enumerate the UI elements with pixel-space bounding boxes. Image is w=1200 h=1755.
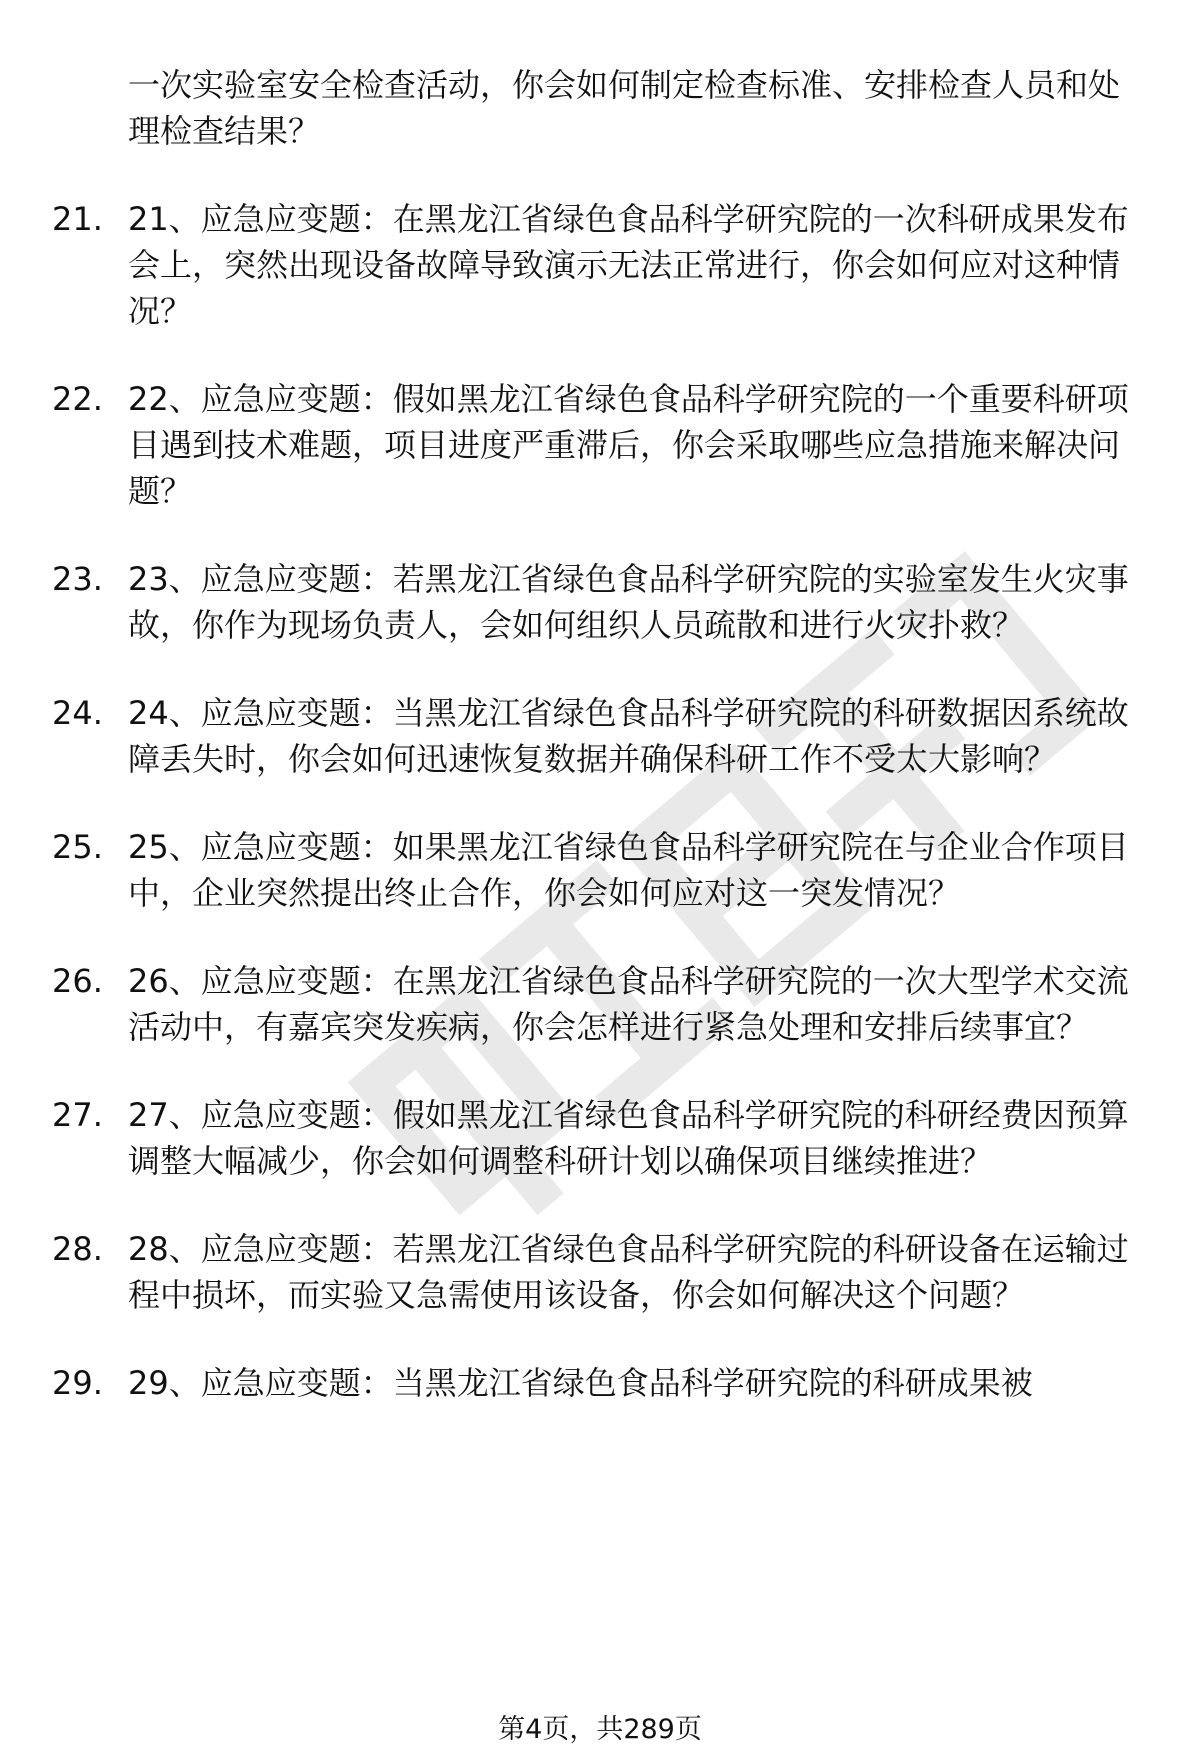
list-item-text: 21、应急应变题：在黑龙江省绿色食品科学研究院的一次科研成果发布会上，突然出现设备故障导致演示无法正常进行，你会如何应对这种情况？ (128, 200, 1129, 330)
list-item (0, 824, 1200, 916)
list-item-number: 29. (52, 1364, 103, 1402)
list-item-text: 22、应急应变题：假如黑龙江省绿色食品科学研究院的一个重要科研项目遇到技术难题，项目进度严重滞后，你会采取哪些应急措施来解决问题？ (128, 380, 1129, 510)
list-item-number: 25. (52, 828, 103, 866)
list-item-text: 23、应急应变题：若黑龙江省绿色食品科学研究院的实验室发生火灾事故，你作为现场负责人，会如何组织人员疏散和进行火灾扑救？ (128, 560, 1129, 644)
list-item (0, 196, 1200, 334)
list-item (0, 690, 1200, 782)
list-item (0, 958, 1200, 1050)
list-item-number: 26. (52, 962, 103, 1000)
list-item-text: 25、应急应变题：如果黑龙江省绿色食品科学研究院在与企业合作项目中，企业突然提出终止合作，你会如何应对这一突发情况？ (128, 828, 1129, 912)
list-item-text: 24、应急应变题：当黑龙江省绿色食品科学研究院的科研数据因系统故障丢失时，你会如何迅速恢复数据并确保科研工作不受太大影响？ (128, 694, 1129, 778)
list-item-number: 24. (52, 694, 103, 732)
page-footer: 第4页，共289页 (498, 1714, 702, 1745)
list-item-text: 26、应急应变题：在黑龙江省绿色食品科学研究院的一次大型学术交流活动中，有嘉宾突发疾病，你会怎样进行紧急处理和安排后续事宜？ (128, 962, 1129, 1046)
list-item (0, 556, 1200, 648)
document-body (0, 62, 1200, 1448)
list-item (0, 376, 1200, 514)
continuation-paragraph: 一次实验室安全检查活动，你会如何制定检查标准、安排检查人员和处理检查结果？ (128, 66, 1121, 150)
list-item-number: 28. (52, 1230, 103, 1268)
list-item (0, 1226, 1200, 1318)
list-item-number: 21. (52, 200, 103, 238)
list-item (0, 1092, 1200, 1184)
list-item-number: 23. (52, 560, 103, 598)
list-item (0, 1360, 1200, 1406)
list-item-text: 28、应急应变题：若黑龙江省绿色食品科学研究院的科研设备在运输过程中损坏，而实验又急需使用该设备，你会如何解决这个问题？ (128, 1230, 1129, 1314)
list-item-text: 27、应急应变题：假如黑龙江省绿色食品科学研究院的科研经费因预算调整大幅减少，你会如何调整科研计划以确保项目继续推进？ (128, 1096, 1129, 1180)
list-item-number: 22. (52, 380, 103, 418)
list-item-text: 29、应急应变题：当黑龙江省绿色食品科学研究院的科研成果被 (128, 1364, 1033, 1402)
list-item-number: 27. (52, 1096, 103, 1134)
